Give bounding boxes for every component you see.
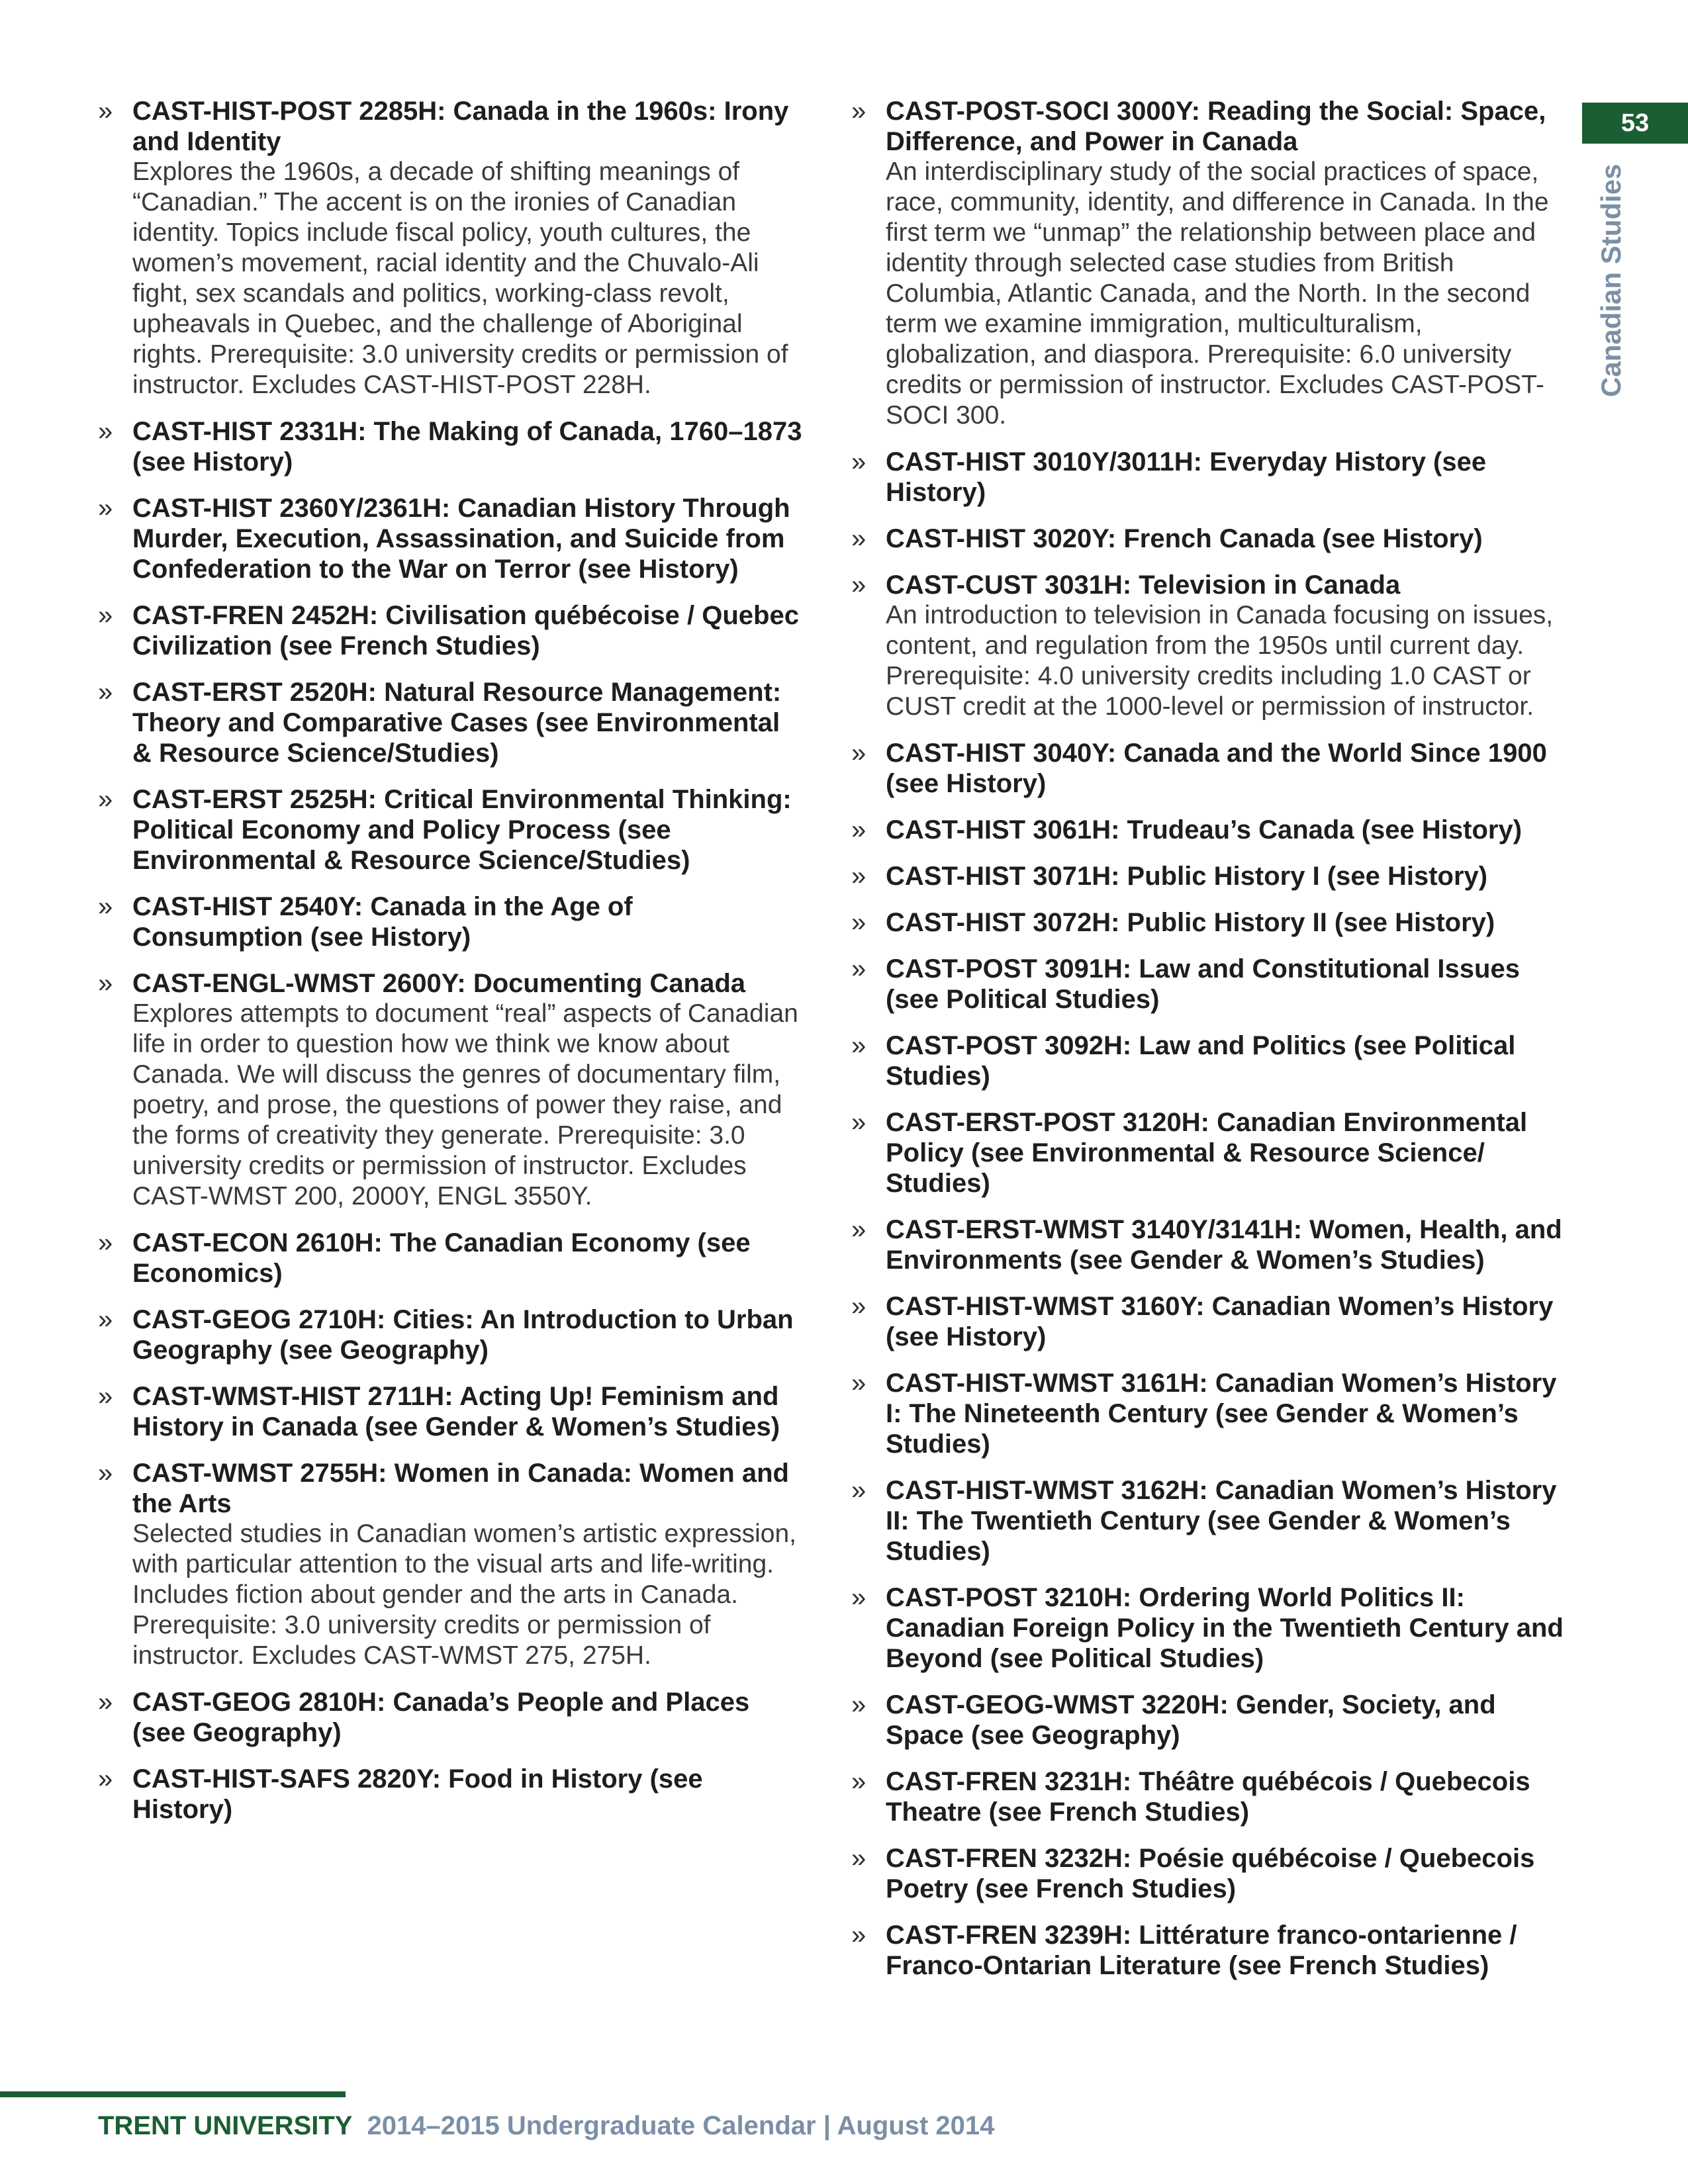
- course-entry: [851, 738, 1564, 799]
- course-entry: [851, 1107, 1564, 1199]
- course-entry: [851, 1214, 1564, 1275]
- course-title: » CAST-GEOG-WMST 3220H: Gender, Society, and Space (see Geography): [886, 1690, 1496, 1750]
- course-entry: [851, 1766, 1564, 1827]
- course-entry: [98, 1228, 806, 1289]
- course-title: » CAST-POST 3091H: Law and Constitutional Issues (see Political Studies): [886, 954, 1520, 1014]
- course-title: » CAST-WMST-HIST 2711H: Acting Up! Feminism and History in Canada (see Gender & Women’s Studies): [132, 1382, 780, 1441]
- course-entry: [851, 1368, 1564, 1459]
- course-title: » CAST-HIST 2360Y/2361H: Canadian History Through Murder, Execution, Assassination, and Suicide from Confederation to the War on Terror (see History): [132, 494, 790, 584]
- course-entry: [851, 447, 1564, 508]
- course-title: » CAST-HIST-POST 2285H: Canada in the 1960s: Irony and Identity: [132, 97, 789, 156]
- course-title: » CAST-POST 3210H: Ordering World Politics II: Canadian Foreign Policy in the Twentieth Century and Beyond (see Political Studies): [886, 1583, 1564, 1673]
- section-side-label: Canadian Studies: [1595, 163, 1626, 397]
- course-entry: [98, 891, 806, 952]
- course-title: » CAST-HIST-WMST 3161H: Canadian Women’s History I: The Nineteenth Century (see Gender & Women’s Studies): [886, 1369, 1557, 1459]
- course-description: Selected studies in Canadian women’s artistic expression, with particular attention to the visual arts and life-writing. Includes fiction about gender and the arts in Canada. Prerequisite: 3.0 university credits or permission of instructor. Excludes CAST-WMST 275, 275H.: [132, 1520, 796, 1670]
- course-title: » CAST-HIST 3072H: Public History II (see History): [886, 908, 1495, 937]
- course-title: » CAST-FREN 2452H: Civilisation québécoise / Quebec Civilization (see French Studies): [132, 601, 799, 660]
- course-entry: [851, 1475, 1564, 1567]
- course-description: An introduction to television in Canada focusing on issues, content, and regulation from the 1950s until current day. Prerequisite: 4.0 university credits including 1.0 CAST or CUST credit at the 1000-level or permission of instructor.: [886, 601, 1554, 721]
- course-title: » CAST-ERST-WMST 3140Y/3141H: Women, Health, and Environments (see Gender & Women’s Studies): [886, 1215, 1562, 1275]
- course-title: » CAST-HIST-WMST 3160Y: Canadian Women’s History (see History): [886, 1292, 1554, 1351]
- course-title: » CAST-FREN 3231H: Théâtre québécois / Quebecois Theatre (see French Studies): [886, 1767, 1530, 1827]
- course-description: An interdisciplinary study of the social practices of space, race, community, identity, and difference in Canada. In the first term we “unmap” the relationship between place and identity through selected case studies from British Columbia, Atlantic Canada, and the North. In the second term we examine immigration, multiculturalism, globalization, and diaspora. Prerequisite: 6.0 university credits or permission of instructor. Excludes CAST-POST-SOCI 300.: [886, 158, 1549, 430]
- course-title: » CAST-HIST-WMST 3162H: Canadian Women’s History II: The Twentieth Century (see Gender & Women’s Studies): [886, 1476, 1557, 1566]
- course-entry: [98, 968, 806, 1212]
- course-title: » CAST-HIST 3071H: Public History I (see History): [886, 862, 1488, 891]
- course-title: » CAST-CUST 3031H: Television in Canada: [886, 570, 1401, 600]
- footer: [98, 2111, 994, 2141]
- course-title: » CAST-ERST 2525H: Critical Environmental Thinking: Political Economy and Policy Process (see Environmental & Resource Science/Studies): [132, 785, 792, 875]
- course-entry: [98, 416, 806, 477]
- course-title: » CAST-FREN 3232H: Poésie québécoise / Quebecois Poetry (see French Studies): [886, 1844, 1535, 1903]
- course-entry: [98, 493, 806, 584]
- course-entry: [851, 1030, 1564, 1091]
- course-title: » CAST-POST-SOCI 3000Y: Reading the Social: Space, Difference, and Power in Canada: [886, 97, 1546, 156]
- course-title: » CAST-HIST 3010Y/3011H: Everyday History (see History): [886, 447, 1487, 507]
- course-title: » CAST-GEOG 2810H: Canada’s People and Places (see Geography): [132, 1688, 750, 1747]
- page-number: 53: [1582, 103, 1688, 144]
- footer-rule: [0, 2091, 346, 2097]
- course-title: » CAST-POST 3092H: Law and Politics (see Political Studies): [886, 1031, 1516, 1091]
- course-title: » CAST-GEOG 2710H: Cities: An Introduction to Urban Geography (see Geography): [132, 1305, 794, 1365]
- course-title: » CAST-ECON 2610H: The Canadian Economy (see Economics): [132, 1228, 751, 1288]
- course-title: » CAST-ERST 2520H: Natural Resource Management: Theory and Comparative Cases (see Environmental & Resource Science/Studies): [132, 678, 782, 768]
- course-entry: [98, 1687, 806, 1748]
- course-entry: [98, 96, 806, 400]
- course-entry: [851, 523, 1564, 554]
- course-title: » CAST-HIST 2331H: The Making of Canada, 1760–1873 (see History): [132, 417, 802, 477]
- course-entry: [851, 1920, 1564, 1981]
- course-entry: [851, 96, 1564, 431]
- course-entry: [98, 784, 806, 876]
- course-title: » CAST-ENGL-WMST 2600Y: Documenting Canada: [132, 969, 746, 998]
- course-entry: [851, 815, 1564, 845]
- course-entry: [851, 1291, 1564, 1352]
- course-entry: [851, 861, 1564, 891]
- course-entry: [98, 1458, 806, 1671]
- course-entry: [98, 677, 806, 768]
- course-title: » CAST-WMST 2755H: Women in Canada: Women and the Arts: [132, 1459, 789, 1518]
- footer-calendar: 2014–2015 Undergraduate Calendar | August 2014: [367, 2111, 995, 2140]
- course-title: » CAST-HIST-SAFS 2820Y: Food in History (see History): [132, 1764, 703, 1824]
- course-entry: [98, 1304, 806, 1365]
- course-entry: [851, 570, 1564, 722]
- course-entry: [851, 1582, 1564, 1674]
- course-entry: [851, 954, 1564, 1015]
- course-title: » CAST-HIST 3061H: Trudeau’s Canada (see History): [886, 815, 1523, 844]
- course-title: » CAST-FREN 3239H: Littérature franco-ontarienne / Franco-Ontarian Literature (see French Studies): [886, 1921, 1517, 1980]
- course-entry: [98, 600, 806, 661]
- course-entry: [98, 1764, 806, 1825]
- left-column: [98, 96, 806, 1841]
- course-entry: [851, 1690, 1564, 1751]
- course-title: » CAST-HIST 3020Y: French Canada (see History): [886, 524, 1483, 553]
- course-title: » CAST-ERST-POST 3120H: Canadian Environmental Policy (see Environmental & Resource Science/ Studies): [886, 1108, 1528, 1198]
- right-column: [851, 96, 1564, 1997]
- course-entry: [851, 1843, 1564, 1904]
- course-entry: [98, 1381, 806, 1442]
- course-description: Explores attempts to document “real” aspects of Canadian life in order to question how we think we know about Canada. We will discuss the genres of documentary film, poetry, and prose, the questions of power they raise, and the forms of creativity they generate. Prerequisite: 3.0 university credits or permission of instructor. Excludes CAST-WMST 200, 2000Y, ENGL 3550Y.: [132, 999, 798, 1210]
- course-entry: [851, 907, 1564, 938]
- course-description: Explores the 1960s, a decade of shifting meanings of “Canadian.” The accent is on the ironies of Canadian identity. Topics include fiscal policy, youth cultures, the women’s movement, racial identity and the Chuvalo-Ali fight, sex scandals and politics, working-class revolt, upheavals in Quebec, and the challenge of Aboriginal rights. Prerequisite: 3.0 university credits or permission of instructor. Excludes CAST-HIST-POST 228H.: [132, 158, 788, 399]
- course-title: » CAST-HIST 3040Y: Canada and the World Since 1900 (see History): [886, 739, 1547, 798]
- course-title: » CAST-HIST 2540Y: Canada in the Age of Consumption (see History): [132, 892, 633, 952]
- footer-university: TRENT UNIVERSITY: [98, 2111, 353, 2140]
